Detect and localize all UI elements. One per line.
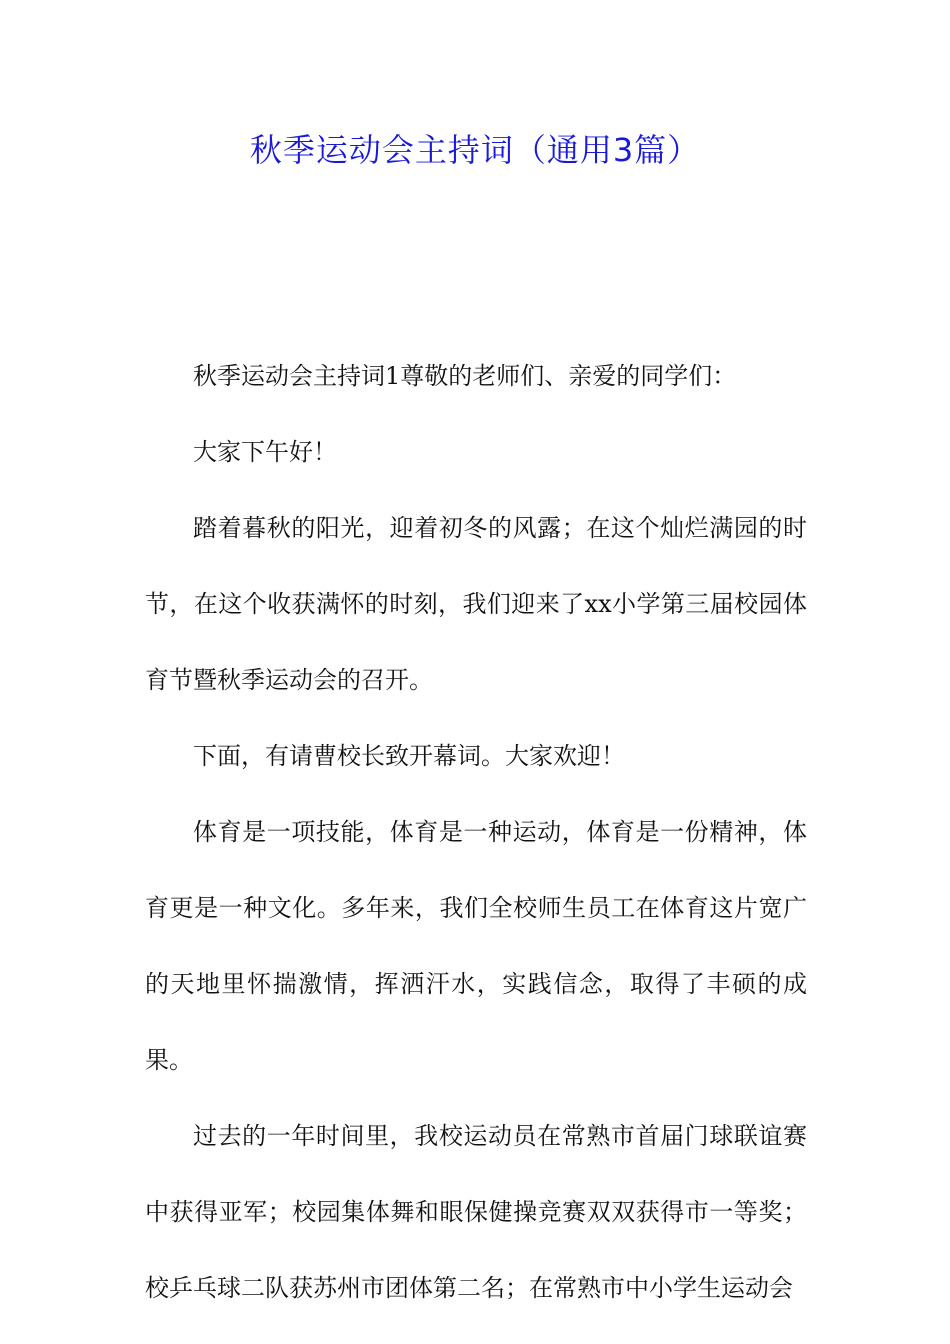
paragraph-greeting: 秋季运动会主持词1尊敬的老师们、亲爱的同学们： [193,362,737,390]
paragraph-opening: 踏着暮秋的阳光，迎着初冬的风露；在这个灿烂满园的时节，在这个收获满怀的时刻，我们迎来了xx小学第三届校园体育节暨秋季运动会的召开。 [145,514,807,694]
paragraph-invite-principal: 下面，有请曹校长致开幕词。大家欢迎！ [193,742,625,770]
document-title: 秋季运动会主持词（通用3篇） [249,131,701,169]
document-body [145,338,807,1326]
paragraph-good-afternoon: 大家下午好！ [193,438,337,466]
paragraph-sports-culture: 体育是一项技能，体育是一种运动，体育是一份精神，体育更是一种文化。多年来，我们全校师生员工在体育这片宽广的天地里怀揣激情，挥洒汗水，实践信念，取得了丰硕的成果。 [145,818,807,1074]
paragraph-achievements: 过去的一年时间里，我校运动员在常熟市首届门球联谊赛中获得亚军；校园集体舞和眼保健操竞赛双双获得市一等奖；校乒乓球二队获苏州市团体第二名；在常熟市中小学生运动会 [145,1122,807,1302]
